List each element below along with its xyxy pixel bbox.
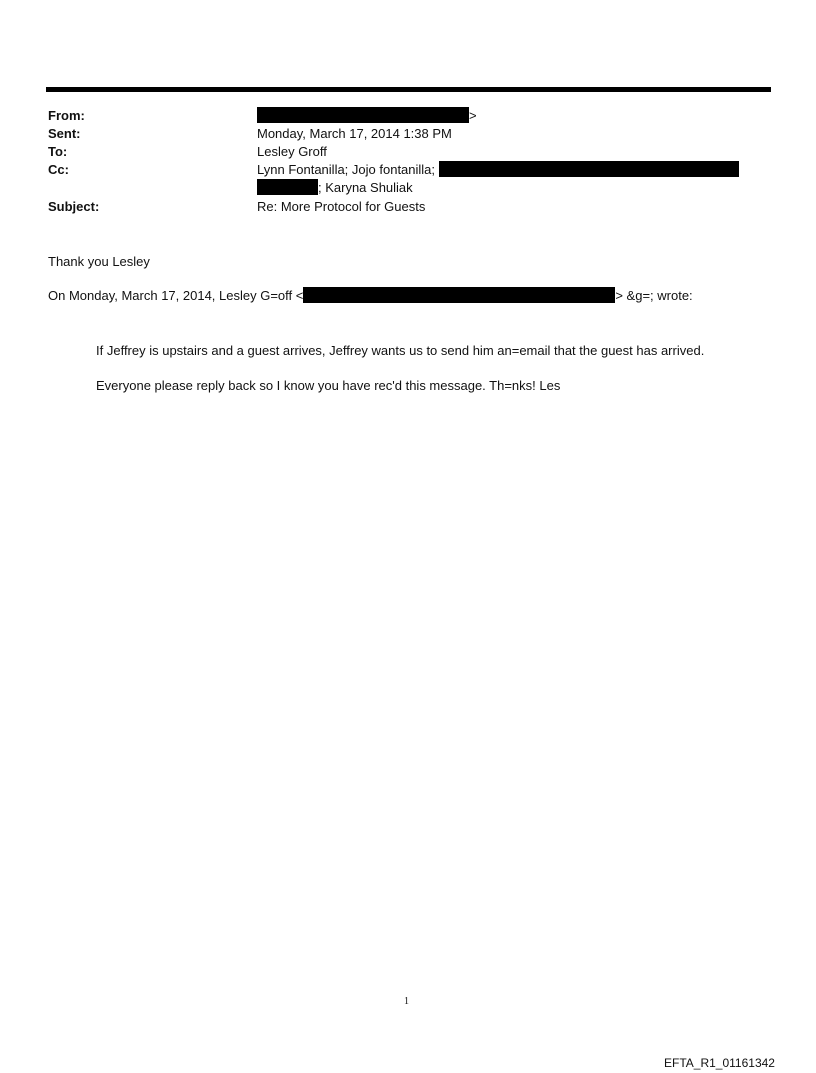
cc-label: Cc: (48, 162, 69, 177)
quote-intro (48, 287, 693, 305)
cc-line-2-text: ; Karyna Shuliak (318, 180, 413, 195)
quote-intro-suffix: > &g=; wrote: (615, 288, 693, 303)
reply-text: Thank you Lesley (48, 254, 150, 269)
sent-label: Sent: (48, 126, 81, 141)
subject-label: Subject: (48, 199, 100, 214)
bates-number: EFTA_R1_01161342 (664, 1056, 775, 1070)
page-number: 1 (404, 996, 409, 1007)
redaction-cc-address (439, 161, 739, 177)
redaction-quote-address (303, 287, 615, 303)
to-label: To: (48, 144, 68, 159)
quote-intro-prefix: On Monday, March 17, 2014, Lesley G=off < (48, 288, 304, 303)
cc-line-1-text: Lynn Fontanilla; Jojo fontanilla; (257, 162, 436, 177)
from-suffix: > (469, 108, 477, 123)
cc-line-2 (257, 179, 413, 197)
quoted-paragraph-1: If Jeffrey is upstairs and a guest arrives, Jeffrey wants us to send him an=email that the guest has arrived. (96, 343, 705, 358)
cc-line-1 (257, 161, 739, 179)
sent-value: Monday, March 17, 2014 1:38 PM (257, 126, 452, 141)
header-divider (46, 87, 771, 92)
from-label: From: (48, 108, 85, 123)
redaction-cc-name (257, 179, 318, 195)
redaction-from-address (257, 107, 469, 123)
quoted-paragraph-2: Everyone please reply back so I know you have rec'd this message. Th=nks! Les (96, 378, 561, 393)
to-value: Lesley Groff (257, 144, 327, 159)
subject-value: Re: More Protocol for Guests (257, 199, 426, 214)
from-value (257, 107, 477, 125)
